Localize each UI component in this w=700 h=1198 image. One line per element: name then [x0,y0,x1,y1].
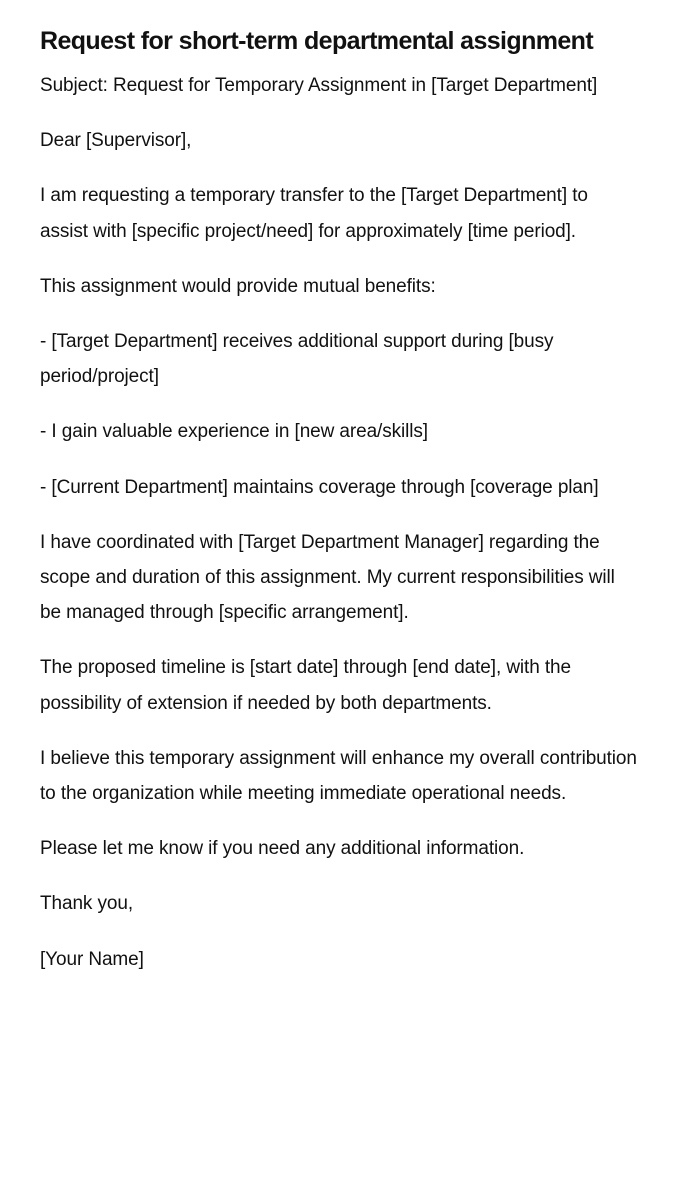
body-paragraph: Please let me know if you need any additional information. [40,838,525,860]
body-paragraph: I am requesting a temporary transfer to the [Target Department] to assist with [specific project/need] for approximately [time period]. [40,185,588,242]
document-title: Request for short-term departmental assignment [40,27,594,55]
body-paragraph: I have coordinated with [Target Department Manager] regarding the scope and duration of this assignment. My current responsibilities will be managed through [specific arrangement]. [40,531,615,624]
benefit-item: - I gain valuable experience in [new area/skills] [40,421,428,443]
body-paragraph: The proposed timeline is [start date] through [end date], with the possibility of extension if needed by both departments. [40,657,571,714]
benefit-item: - [Current Department] maintains coverage through [coverage plan] [40,476,599,498]
closing: Thank you, [40,893,133,915]
salutation: Dear [Supervisor], [40,130,192,152]
subject-line: Subject: Request for Temporary Assignment in [Target Department] [40,75,598,96]
benefit-item: - [Target Department] receives additional support during [busy period/project] [40,331,554,388]
signature-name: [Your Name] [40,948,144,970]
body-paragraph: I believe this temporary assignment will enhance my overall contribution to the organization while meeting immediate operational needs. [40,747,637,805]
body-paragraph: This assignment would provide mutual benefits: [40,275,436,297]
